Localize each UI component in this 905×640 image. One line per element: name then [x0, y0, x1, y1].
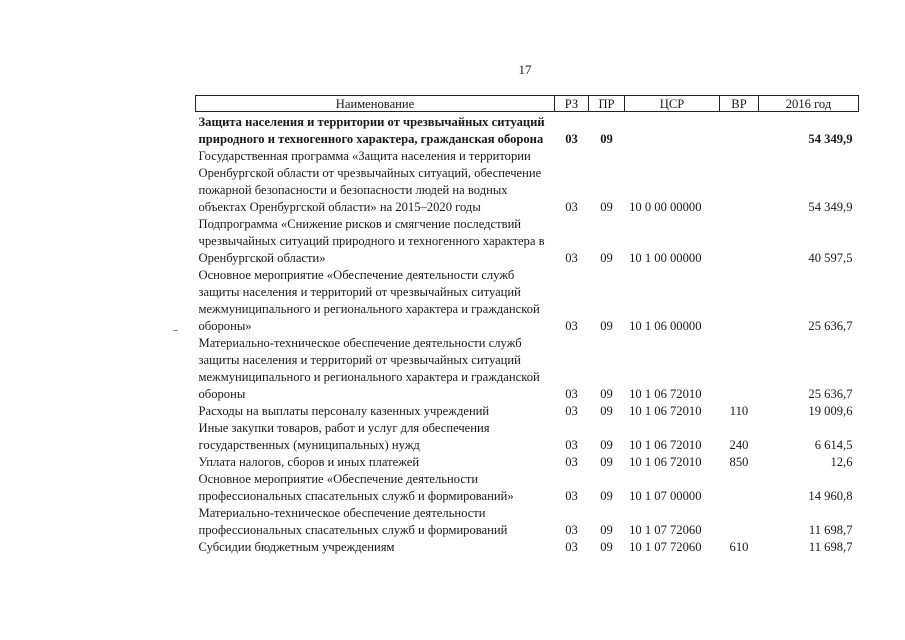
row-name: Основное мероприятие «Обеспечение деятельности служб защиты населения и территорий от чрезвычайных ситуаций межмуниципального и регионального характера и гражданской обороны»: [198, 268, 540, 333]
row-vr: 240: [729, 438, 749, 452]
row-rz: 03: [565, 200, 578, 214]
row-name: Основное мероприятие «Обеспечение деятельности профессиональных спасательных служб и формирований»: [198, 472, 514, 503]
table-row: [196, 454, 859, 471]
row-pr: 09: [600, 523, 613, 537]
row-pr: 09: [600, 200, 613, 214]
row-rz: 03: [565, 455, 578, 469]
header-name: Наименование: [196, 96, 555, 112]
header-year: 2016 год: [759, 96, 859, 112]
row-csr: 10 1 07 72060: [629, 523, 702, 537]
row-csr: 10 1 00 00000: [629, 251, 702, 265]
row-vr: 610: [729, 540, 749, 554]
table-row: [196, 505, 859, 539]
table-row: [196, 148, 859, 216]
row-csr: 10 1 07 72060: [629, 540, 702, 554]
row-pr: 09: [600, 489, 613, 503]
row-pr: 09: [600, 438, 613, 452]
header-rz: РЗ: [555, 96, 589, 112]
table-row: [196, 471, 859, 505]
row-vr: [720, 267, 759, 335]
row-name: Субсидии бюджетным учреждениям: [198, 540, 395, 554]
row-csr: 10 1 06 72010: [629, 438, 702, 452]
table-row: [196, 112, 859, 149]
row-amount: 11 698,7: [808, 540, 853, 554]
row-amount: 54 349,9: [808, 200, 853, 214]
row-amount: 14 960,8: [808, 489, 853, 503]
row-name: Материально-техническое обеспечение деятельности служб защиты населения и территорий от чрезвычайных ситуаций межмуниципального и регионального характера и гражданской обороны: [198, 336, 540, 401]
row-vr: [720, 112, 759, 149]
row-amount: 6 614,5: [814, 438, 853, 452]
row-pr: 09: [600, 540, 613, 554]
row-vr: [720, 148, 759, 216]
row-vr: [720, 216, 759, 267]
row-pr: 09: [600, 132, 613, 146]
row-amount: 11 698,7: [808, 523, 853, 537]
row-name: Подпрограмма «Снижение рисков и смягчение последствий чрезвычайных ситуаций природного и техногенного характера в Оренбургской области»: [198, 217, 545, 265]
row-amount: 54 349,9: [808, 132, 853, 146]
row-csr: 10 1 07 00000: [629, 489, 702, 503]
budget-table: [195, 95, 859, 556]
row-amount: 25 636,7: [808, 387, 853, 401]
row-rz: 03: [565, 251, 578, 265]
row-amount: 40 597,5: [808, 251, 853, 265]
row-vr: 110: [729, 404, 749, 418]
table-row: [196, 539, 859, 556]
row-rz: 03: [565, 404, 578, 418]
table-row: [196, 335, 859, 403]
row-rz: 03: [565, 387, 578, 401]
row-csr: 10 0 00 00000: [629, 200, 702, 214]
row-csr: 10 1 06 00000: [629, 319, 702, 333]
table-row: [196, 420, 859, 454]
scan-artifact: [173, 330, 178, 331]
row-pr: 09: [600, 387, 613, 401]
table-row: [196, 216, 859, 267]
row-rz: 03: [565, 489, 578, 503]
row-name: Расходы на выплаты персоналу казенных учреждений: [198, 404, 490, 418]
row-name: Материально-техническое обеспечение деятельности профессиональных спасательных служб и формирований: [198, 506, 508, 537]
header-pr: ПР: [589, 96, 625, 112]
row-csr: 10 1 06 72010: [629, 387, 702, 401]
row-amount: 19 009,6: [808, 404, 853, 418]
row-vr: [720, 471, 759, 505]
row-rz: 03: [565, 132, 578, 146]
header-csr: ЦСР: [625, 96, 720, 112]
row-name: Иные закупки товаров, работ и услуг для обеспечения государственных (муниципальных) нужд: [198, 421, 490, 452]
row-rz: 03: [565, 540, 578, 554]
page-number: 17: [518, 62, 532, 77]
row-rz: 03: [565, 319, 578, 333]
row-csr: 10 1 06 72010: [629, 455, 702, 469]
row-vr: [720, 335, 759, 403]
table-row: [196, 267, 859, 335]
header-vr: ВР: [720, 96, 759, 112]
row-rz: 03: [565, 438, 578, 452]
row-amount: 12,6: [830, 455, 853, 469]
row-csr: 10 1 06 72010: [629, 404, 702, 418]
row-name: Защита населения и территории от чрезвычайных ситуаций природного и техногенного характера, гражданская оборона: [198, 115, 545, 146]
row-rz: 03: [565, 523, 578, 537]
table-row: [196, 403, 859, 420]
row-name: Уплата налогов, сборов и иных платежей: [198, 455, 420, 469]
table-header-row: [196, 96, 859, 112]
row-pr: 09: [600, 319, 613, 333]
row-pr: 09: [600, 404, 613, 418]
row-pr: 09: [600, 455, 613, 469]
row-name: Государственная программа «Защита населения и территории Оренбургской области от чрезвычайных ситуаций, обеспечение пожарной безопасности и безопасности людей на водных объектах Оренбургской области» на 2015–2020 годы: [198, 149, 542, 214]
row-csr: [625, 112, 720, 149]
row-vr: [720, 505, 759, 539]
row-vr: 850: [729, 455, 749, 469]
row-pr: 09: [600, 251, 613, 265]
row-amount: 25 636,7: [808, 319, 853, 333]
